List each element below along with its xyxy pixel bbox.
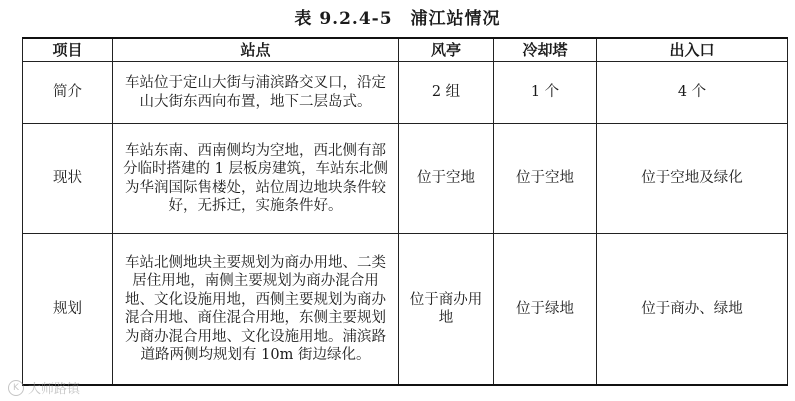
header-entrance: 出入口 <box>597 38 788 62</box>
row-item: 现状 <box>23 124 113 234</box>
header-cooling-tower: 冷却塔 <box>494 38 597 62</box>
row-site: 车站北侧地块主要规划为商办用地、二类居住用地，南侧主要规划为商办混合用地、文化设施用地，西侧主要规划为商办混合用地、商住混合用地，东侧主要规划为商办混合用地、文化设施用地。浦滨路道路两侧均规划有 10m 街边绿化。 <box>113 234 399 386</box>
table-row <box>23 62 788 124</box>
row-entrance: 4 个 <box>597 62 788 124</box>
row-entrance: 位于商办、绿地 <box>597 234 788 386</box>
row-cooling-tower: 位于绿地 <box>494 234 597 386</box>
row-entrance: 位于空地及绿化 <box>597 124 788 234</box>
row-wind-pavilion: 位于空地 <box>399 124 494 234</box>
watermark <box>8 378 80 397</box>
row-item: 规划 <box>23 234 113 386</box>
header-site: 站点 <box>113 38 399 62</box>
row-cooling-tower: 位于空地 <box>494 124 597 234</box>
header-wind-pavilion: 风亭 <box>399 38 494 62</box>
row-wind-pavilion: 位于商办用地 <box>399 234 494 386</box>
header-item: 项目 <box>23 38 113 62</box>
table-row <box>23 124 788 234</box>
watermark-text: 大师路镇 <box>28 382 81 397</box>
row-site: 车站东南、西南侧均为空地，西北侧有部分临时搭建的 1 层板房建筑，车站东北侧为华润国际售楼处，站位周边地块条件较好，无拆迁，实施条件好。 <box>113 124 399 234</box>
table-row <box>23 234 788 386</box>
row-item: 简介 <box>23 62 113 124</box>
row-wind-pavilion: 2 组 <box>399 62 494 124</box>
table-caption: 表 9.2.4-5 浦江站情况 <box>294 9 501 29</box>
table-header-row <box>23 38 788 62</box>
row-site: 车站位于定山大街与浦滨路交叉口，沿定山大街东西向布置，地下二层岛式。 <box>113 62 399 124</box>
station-info-table <box>22 37 788 386</box>
row-cooling-tower: 1 个 <box>494 62 597 124</box>
watermark-logo-icon: K <box>8 380 24 396</box>
